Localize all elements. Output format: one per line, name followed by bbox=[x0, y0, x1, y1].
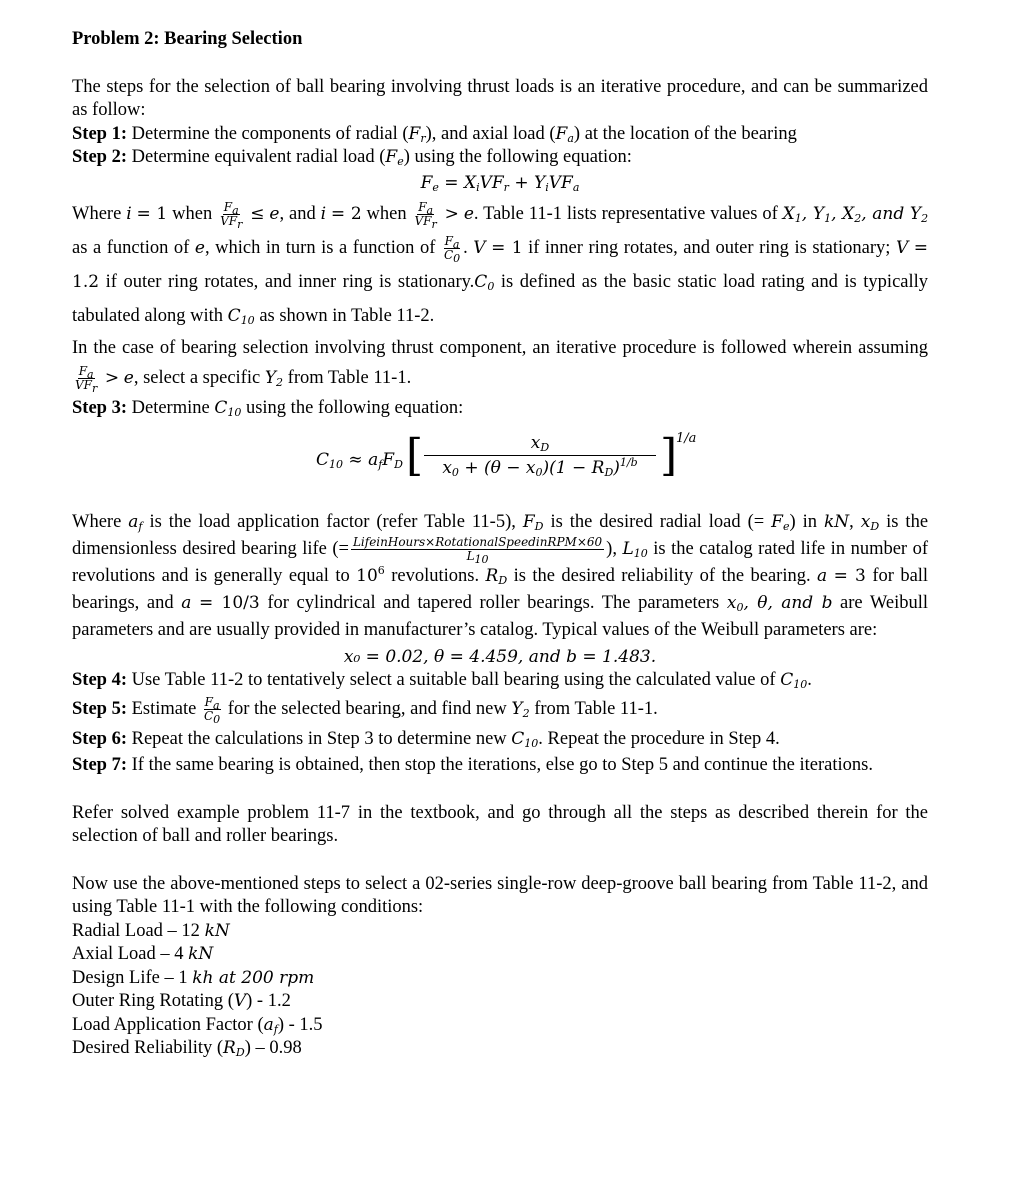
step-5: Step 5: Estimate $\frac{F_a}{C_0}$ for the selected bearing, and find new $Y_2$ from Table 11-1. bbox=[72, 695, 658, 726]
equation-c10: $C_{10} \approx a_fF_D$ [ $\frac{x_D}{x_0 + (\theta - x_0)(1 - R_D)^{1/b}}$ ] 1/a bbox=[316, 429, 697, 481]
step-6: Step 6: Repeat the calculations in Step 3 to determine new $C_{10}$. Repeat the procedure in Step 4. bbox=[72, 728, 780, 750]
condition-load-factor: Load Application Factor $(a_f) - 1.5$ bbox=[72, 1014, 323, 1036]
problem-title: Problem 2: Bearing Selection bbox=[72, 29, 303, 49]
load-factor-paragraph: Where $a_f$ is the load application factor (refer Table 11-5), $F_D$ is the desired radial load (= $F_e$) in kN, $x_D$ is the dimensionless desired bearing life (= $\frac{\text{LifeinHours×RotationalSpeedinRPM×60}}{L_{10}}$ ), $L_{10}$ is the catalog rated life in number of revolutions and is generally equal to $10^6$ revolutions. $R_D$ is the desired reliability of the bearing. a = 3 for ball bearings, and a = 10/3 for cylindrical and tapered roller bearings. The parameters $x_0$, θ, and b are Weibull parameters and are usually provided in manufacturer’s catalog. Typical values of the Weibull parameters are: bbox=[72, 511, 929, 640]
condition-outer-ring: Outer Ring Rotating (V) - 1.2 bbox=[72, 991, 291, 1012]
refer-paragraph: Refer solved example problem 11-7 in the textbook, and go through all the steps as described therein for the selection of ball and roller bearings. bbox=[72, 802, 928, 847]
step-7: Step 7: If the same bearing is obtained, then stop the iterations, else go to Step 5 and continue the iterations. bbox=[72, 755, 873, 776]
where-paragraph: Where i = 1 when $\frac{F_a}{VF_r}$ ≤ e, and i = 2 when $\frac{F_a}{VF_r}$ > e. Table 11-1 lists representative values of $X_1$, $Y_1$, $X_2$, and $Y_2$ as a function of e, which in turn is a function of $\frac{F_a}{C_0}$ . V = 1 if inner ring rotates, and outer ring is stationary; V = 1.2 if outer ring rotates, and inner ring is $stationary.C_0$ is defined as the basic static load rating and is typically tabulated along with $C_{10}$ as shown in Table 11-2. bbox=[72, 200, 929, 327]
task-paragraph: Now use the above-mentioned steps to select a 02-series single-row deep-groove ball bearing from Table 11-2, and using Table 11-1 with the following conditions: bbox=[72, 873, 928, 918]
document-page bbox=[72, 28, 928, 1061]
step-1-label: Step 1: bbox=[72, 123, 127, 144]
step-7-label: Step 7: bbox=[72, 755, 127, 776]
step-2: Step 2: Determine equivalent radial load $(F_e)$ using the following equation: bbox=[72, 147, 632, 168]
iterative-paragraph: In the case of bearing selection involving thrust component, an iterative procedure is followed wherein assuming $\frac{F_a}{VF_r}$ > e, select a specific $Y_2$ from Table 11-1. bbox=[72, 338, 928, 396]
weibull-values: x₀ = 0.02, θ = 4.459, and b = 1.483. bbox=[343, 646, 657, 667]
step-1: Step 1: Determine the components of radial $(F_r)$, and axial load $(F_a)$ at the location of the bearing bbox=[72, 123, 797, 145]
condition-axial-load: Axial Load – 4 kN bbox=[72, 944, 214, 965]
step-4: Step 4: Use Table 11-2 to tentatively select a suitable ball bearing using the calculated value of $C_{10}$. bbox=[72, 670, 812, 692]
conditions-list bbox=[72, 920, 928, 1061]
condition-design-life: Design Life – 1 kh at 200 rpm bbox=[72, 967, 315, 988]
step-3-label: Step 3: bbox=[72, 398, 127, 418]
intro-paragraph: The steps for the selection of ball bearing involving thrust loads is an iterative procedure, and can be summarized as follow: bbox=[72, 76, 928, 120]
step-4-label: Step 4: bbox=[72, 670, 127, 691]
condition-reliability: Desired Reliability $(R_D) - 0.98$ bbox=[72, 1038, 302, 1060]
step-3: Step 3: Determine $C_{10}$ using the following equation: bbox=[72, 398, 464, 419]
step-2-label: Step 2: bbox=[72, 147, 127, 167]
condition-radial-load: Radial Load – 12 kN bbox=[72, 920, 230, 941]
equation-fe: $F_e = X_iVF_r + Y_iVF_a$ bbox=[420, 172, 580, 194]
step-6-label: Step 6: bbox=[72, 728, 127, 749]
step-5-label: Step 5: bbox=[72, 698, 127, 719]
